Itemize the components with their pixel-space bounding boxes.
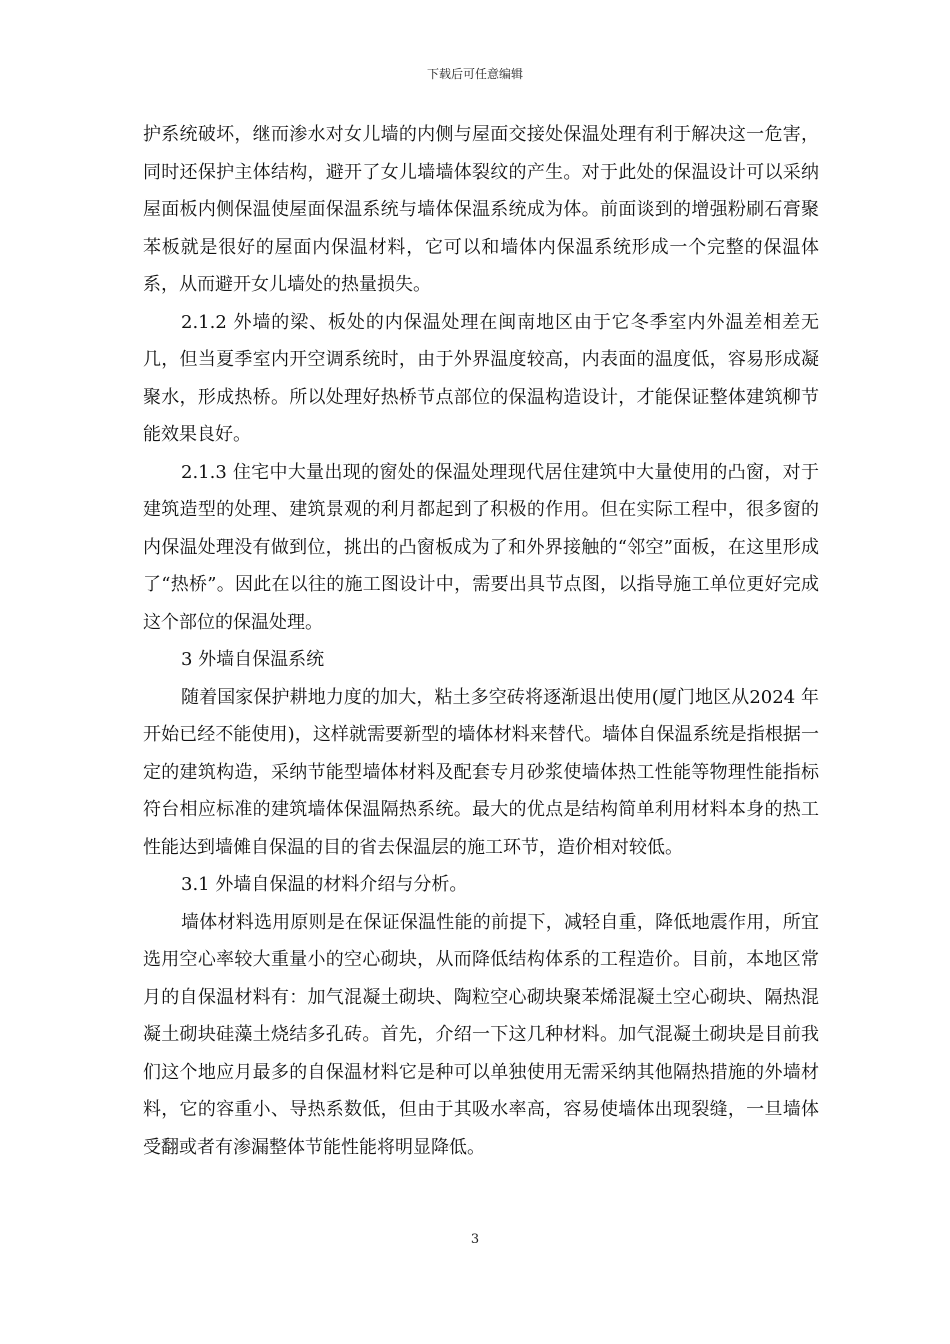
paragraph-materials: 墙体材料选用原则是在保证保温性能的前提下，减轻自重，降低地震作用，所宜选用空心率较大重量小的空心砌块，从而降低结构体系的工程造价。目前，本地区常月的自保温材料有：加气混凝土砌块、陶粒空心砌块聚苯烯混凝土空心砌块、隔热混凝土砌块硅藻土烧结多孔砖。首先，介绍一下这几种材料。加气混凝土砌块是目前我们这个地应月最多的自保温材料它是种可以单独使用无需采纳其他隔热措施的外墙材料，它的容重小、导热系数低，但由于其吸水率高，容易使墙体出现裂缝，一旦墙体受翻或者有渗漏整体节能性能将明显降低。 <box>143 911 819 1158</box>
paragraph-self-insulation-intro: 随着国家保护耕地力度的加大，粘土多空砖将逐渐退出使用(厦门地区从2024 年开始已经不能使用)，这样就需要新型的墙体材料来替代。墙体自保温系统是指根据一定的建筑构造，采纳节能型墙体材料及配套专月砂浆使墙体热工性能等物理性能指标符台相应标准的建筑墙体保温隔热系统。最大的优点是结构简单利用材料本身的热工性能达到墙傩自保温的目的省去保温层的施工环节，造价相对较低。 <box>143 686 819 858</box>
paragraph-parapet-insulation: 护系统破坏，继而渗水对女儿墙的内侧与屋面交接处保温处理有利于解决这一危害，同时还保护主体结构，避开了女儿墙墙体裂纹的产生。对于此处的保温设计可以采纳屋面板内侧保温使屋面保温系统与墙体保温系统成为体。前面谈到的增强粉刷石膏聚苯板就是很好的屋面内保温材料，它可以和墙体内保温系统形成一个完整的保温体系，从而避开女儿墙处的热量损失。 <box>143 124 819 295</box>
paragraph-2-1-3: 2.1.3 住宅中大量出现的窗处的保温处理现代居住建筑中大量使用的凸窗，对于建筑造型的处理、建筑景观的利月都起到了积极的作用。但在实际工程中，很多窗的内保温处理没有做到位，挑出的凸窗板成为了和外界接触的“邻空”面板，在这里形成了“热桥”。因此在以往的施工图设计中，需要出具节点图，以指导施工单位更好完成这个部位的保温处理。 <box>143 461 819 633</box>
page-number: 3 <box>470 1232 480 1247</box>
section-heading-3: 3 外墙自保温系统 <box>181 649 325 670</box>
paragraph-2-1-2: 2.1.2 外墙的梁、板处的内保温处理在闽南地区由于它冬季室内外温差相差无几，但当夏季室内开空调系统时，由于外界温度较高，内表面的温度低，容易形成凝聚水，形成热桥。所以处理好热桥节点部位的保温构造设计，才能保证整体建筑柳节能效果良好。 <box>143 311 819 445</box>
subsection-heading-3-1: 3.1 外墙自保温的材料介绍与分析。 <box>181 874 468 895</box>
document-body <box>143 116 819 1166</box>
page-header: 下载后可任意编辑 <box>426 67 523 81</box>
